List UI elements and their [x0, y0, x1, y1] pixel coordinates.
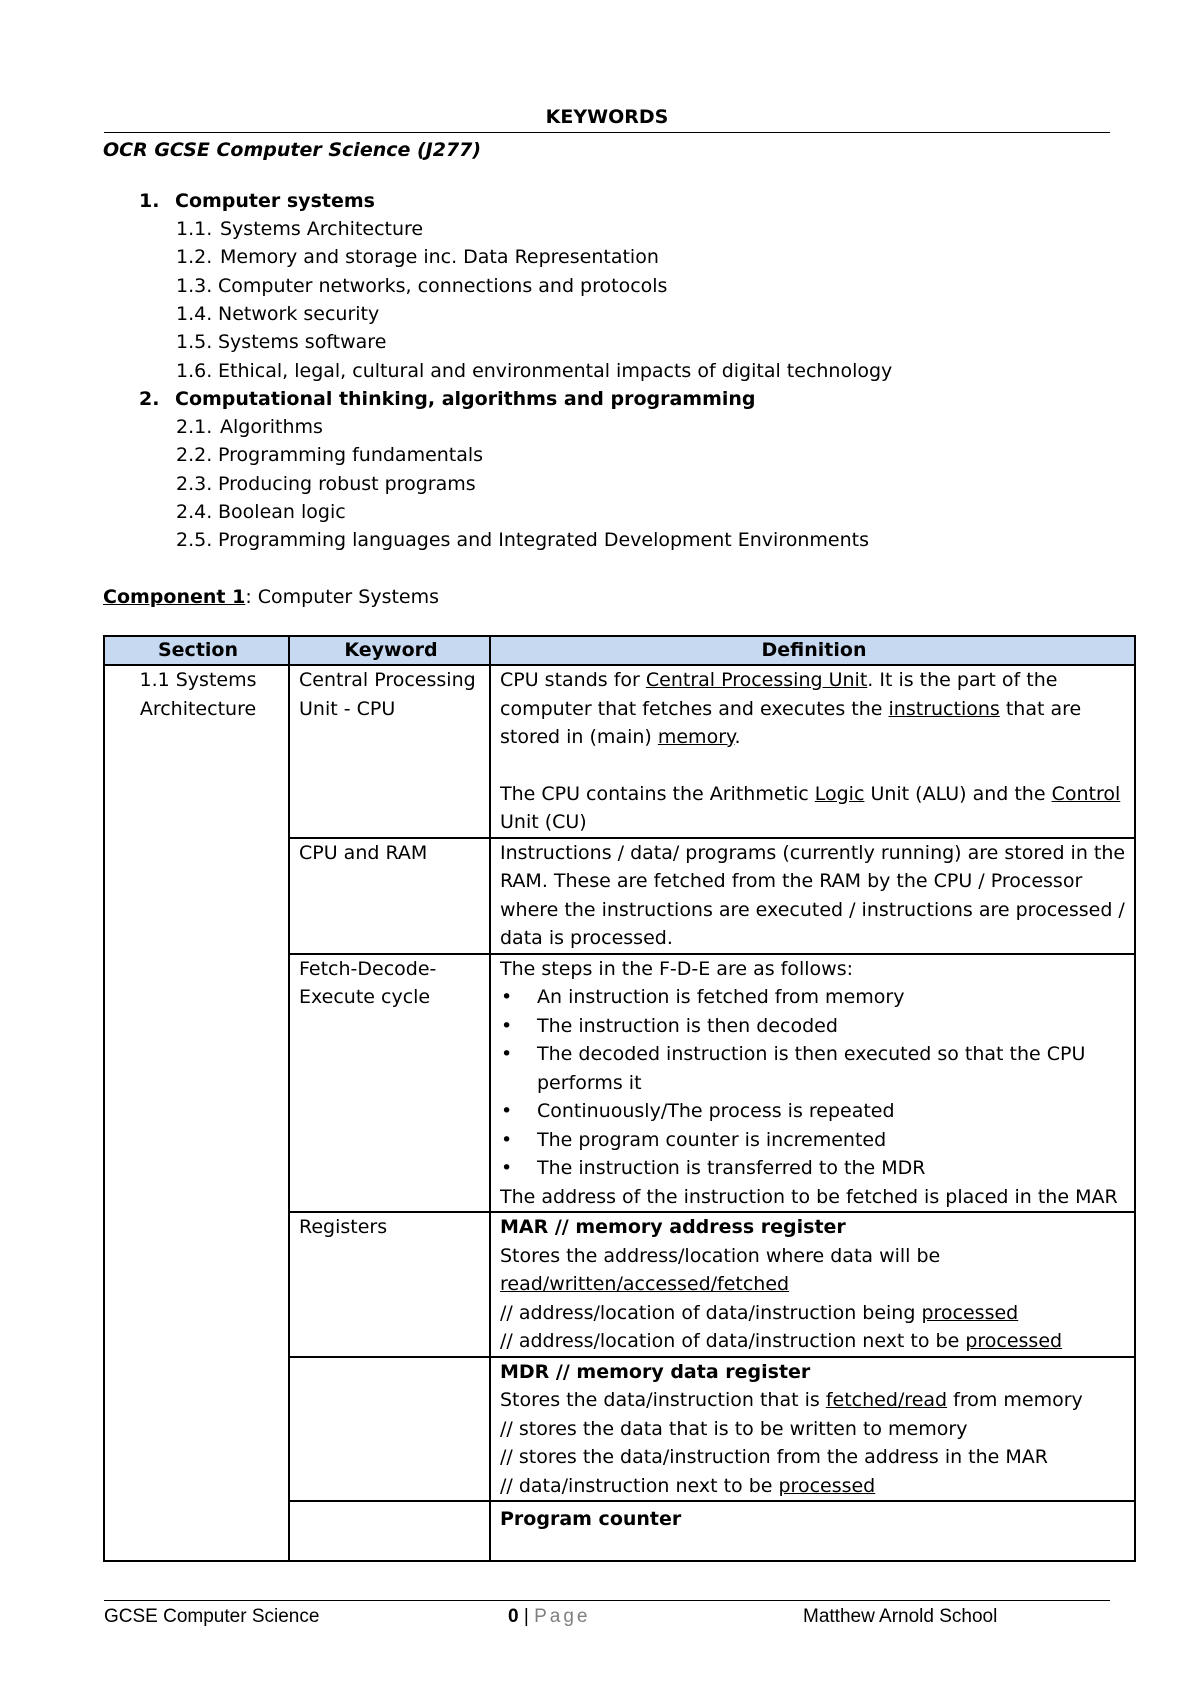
underlined-term: fetched/read: [825, 1389, 948, 1411]
fde-steps-list: [500, 983, 1128, 1183]
footer-course: GCSE Computer Science: [104, 1606, 320, 1627]
underlined-term: Control: [1051, 782, 1121, 805]
outline-number: 1.4.: [176, 303, 213, 325]
outline-number: 2.3.: [176, 473, 213, 495]
text-run: .: [734, 726, 741, 748]
outline-text: Network security: [218, 303, 380, 325]
page-title: KEYWORDS: [545, 106, 669, 128]
text-run: that are stored in (main): [500, 697, 1082, 748]
text-run: Stores the address/location where data will be: [500, 1244, 941, 1267]
page-separator: |: [518, 1606, 535, 1627]
outline-number: 2.4.: [176, 501, 213, 523]
text-run: from memory: [947, 1389, 1083, 1411]
definition-cell: Instructions / data/ programs (currently running) are stored in the RAM. These are fetched from the RAM by the CPU / Processor where the instructions are executed / instructions are processed / data is processed.: [490, 838, 1135, 954]
list-item: • An instruction is fetched from memory: [500, 983, 1128, 1012]
definition-cell: [490, 1501, 1135, 1561]
outline-number: 2.: [139, 388, 160, 410]
outline-number: 1.3.: [176, 275, 213, 297]
definition-paragraph: [500, 666, 1128, 752]
definition-cell: [490, 1212, 1135, 1357]
keyword-cell: Fetch-Decode-Execute cycle: [289, 954, 490, 1213]
header-definition: Definition: [490, 636, 1135, 665]
definition-line: // stores the data/instruction from the address in the MAR: [500, 1446, 1048, 1468]
keyword-cell: Central Processing Unit - CPU: [289, 665, 490, 838]
definition-line: [500, 1327, 1128, 1356]
text-run: // address/location of data/instruction next to be: [500, 1330, 966, 1352]
outline-text: Producing robust programs: [218, 473, 476, 495]
keyword-cell-empty: [289, 1501, 490, 1561]
underlined-term: read/written/accessed/fetched: [500, 1273, 790, 1295]
register-heading: Program counter: [500, 1508, 682, 1530]
keyword-cell: Registers: [289, 1212, 490, 1357]
outline-text: Computer networks, connections and protocols: [218, 275, 668, 297]
blank-line: [500, 752, 1128, 780]
definition-line: [500, 1472, 1128, 1501]
header-keyword: Keyword: [289, 636, 490, 665]
definition-line: [500, 1299, 1128, 1328]
outline-number: 2.5.: [176, 529, 213, 551]
outline-number: 1.5.: [176, 331, 213, 353]
list-item: • Continuously/The process is repeated: [500, 1097, 1128, 1126]
outline-text: Ethical, legal, cultural and environmental impacts of digital technology: [218, 360, 893, 382]
outline-text: Computer systems: [175, 190, 375, 212]
definition-outro: The address of the instruction to be fetched is placed in the MAR: [500, 1185, 1118, 1208]
table-row: [104, 665, 1135, 838]
title-divider: [104, 132, 1110, 133]
text-run: CPU stands for: [500, 669, 646, 691]
definition-intro: The steps in the F-D-E are as follows:: [500, 957, 853, 980]
underlined-term: processed: [921, 1301, 1019, 1324]
outline-number: 2.2.: [176, 444, 213, 466]
component-label: Component 1: [103, 586, 246, 608]
component-name: Computer Systems: [257, 586, 440, 608]
header-section: Section: [104, 636, 289, 665]
page-number: 0: [508, 1606, 519, 1627]
text-run: Unit (CU): [500, 811, 587, 833]
definition-cell: [490, 954, 1135, 1213]
text-run: The CPU contains the Arithmetic: [500, 782, 815, 805]
outline-number: 1.6.: [176, 360, 213, 382]
footer-page: [508, 1606, 590, 1628]
register-heading: MAR // memory address register: [500, 1216, 846, 1238]
page-word: Page: [534, 1606, 591, 1627]
component-heading: [103, 586, 439, 608]
definition-cell: [490, 665, 1135, 838]
list-item: • The decoded instruction is then executed so that the CPU performs it: [500, 1040, 1128, 1097]
text-run: // data/instruction next to be: [500, 1474, 779, 1497]
text-run: Stores the data/instruction that is: [500, 1389, 826, 1411]
outline-text: Programming fundamentals: [218, 444, 484, 466]
outline-number: 1.1.: [176, 218, 213, 240]
outline-text: Boolean logic: [218, 501, 346, 523]
section-cell: 1.1 Systems Architecture: [104, 665, 289, 1561]
component-separator: :: [245, 586, 258, 608]
keyword-cell-empty: [289, 1357, 490, 1502]
footer-school: Matthew Arnold School: [803, 1606, 998, 1627]
outline-text: Algorithms: [220, 416, 323, 438]
outline-text: Memory and storage inc. Data Representation: [220, 246, 659, 268]
keywords-table: [103, 635, 1136, 1562]
definition-line: // stores the data that is to be written to memory: [500, 1417, 968, 1440]
outline-number: 2.1.: [176, 416, 213, 438]
underlined-term: processed: [965, 1330, 1063, 1352]
register-heading: MDR // memory data register: [500, 1360, 811, 1383]
underlined-term: processed: [778, 1474, 876, 1497]
list-item: • The instruction is transferred to the MDR: [500, 1154, 1128, 1183]
footer-divider: [104, 1600, 1110, 1601]
table-header-row: [104, 636, 1135, 665]
definition-cell: [490, 1357, 1135, 1502]
course-subtitle: OCR GCSE Computer Science (J277): [103, 139, 482, 161]
outline-text: Systems software: [218, 331, 387, 353]
outline-number: 1.2.: [176, 246, 213, 268]
list-item: • The instruction is then decoded: [500, 1012, 1128, 1041]
text-run: Unit (ALU) and the: [864, 782, 1052, 805]
definition-line: [500, 1386, 1128, 1415]
outline-text: Computational thinking, algorithms and programming: [175, 388, 756, 410]
outline-text: Systems Architecture: [220, 218, 424, 240]
text-run: // address/location of data/instruction being: [500, 1301, 922, 1324]
underlined-term: Logic: [814, 782, 865, 805]
keyword-cell: CPU and RAM: [289, 838, 490, 954]
outline-number: 1.: [139, 190, 160, 212]
list-item: • The program counter is incremented: [500, 1126, 1128, 1155]
underlined-term: Central Processing Unit: [645, 669, 868, 691]
outline-text: Programming languages and Integrated Development Environments: [218, 529, 869, 551]
underlined-term: instructions: [888, 697, 1000, 720]
definition-paragraph: [500, 780, 1128, 837]
underlined-term: memory: [657, 726, 735, 748]
text-run: . It is the part of the computer that fetches and executes the: [500, 669, 1058, 720]
definition-line: [500, 1242, 1128, 1299]
